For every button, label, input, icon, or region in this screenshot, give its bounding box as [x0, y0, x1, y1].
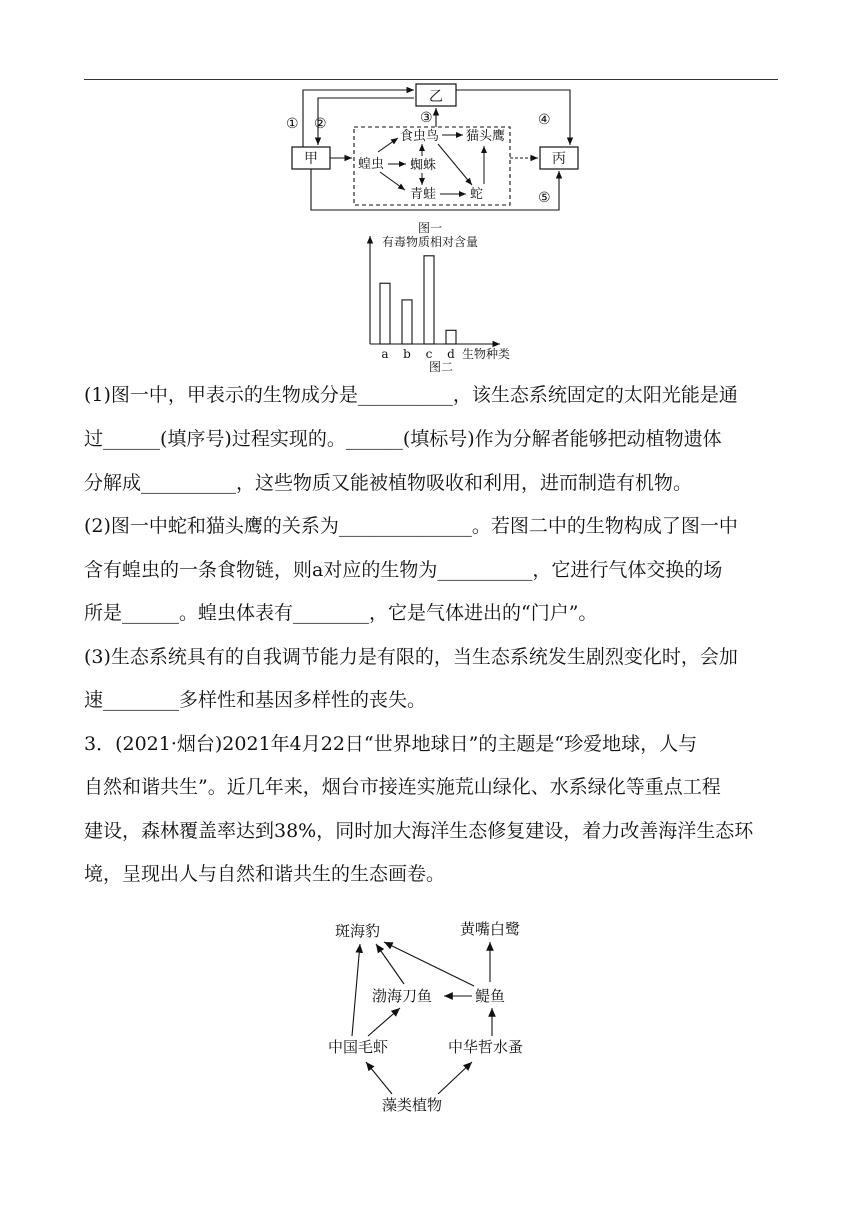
label-yi: 乙 [429, 89, 443, 105]
question-1-line-2: 过______(填序号)过程实现的。______(填标号)作为分解者能够把动植物遗体 [84, 428, 722, 450]
question-3-line-1: (3)生态系统具有的自我调节能力是有限的，当生态系统发生剧烈变化时，会加 [84, 646, 738, 668]
species-seal: 斑海豹 [335, 922, 381, 940]
process-label-1: ① [286, 116, 299, 132]
process-label-2: ② [314, 116, 327, 132]
arrow-bird-snake [438, 144, 472, 185]
x-axis-label: 生物种类 [462, 347, 511, 361]
species-owl: 猫头鹰 [466, 129, 506, 144]
y-axis-label: 有毒物质相对含量 [382, 235, 479, 249]
problem-3-line-4: 境，呈现出人与自然和谐共生的生态画卷。 [84, 863, 446, 885]
species-shrimp: 中国毛虾 [328, 1038, 389, 1056]
problem-3-line-1: 3．(2021·烟台)2021年4月22日“世界地球日”的主题是“珍爱地球，人与 [84, 733, 698, 755]
bar-a [380, 283, 390, 344]
species-egret: 黄嘴白鹭 [460, 920, 521, 938]
arrow-kl-seal [384, 942, 474, 986]
species-locust: 蝗虫 [358, 157, 385, 172]
species-copepod: 中华哲水蚤 [448, 1038, 524, 1056]
figure-2-bar-chart [0, 232, 860, 372]
species-kl: 鳀鱼 [475, 987, 506, 1005]
species-snake: 蛇 [470, 187, 484, 202]
bar-c [424, 256, 434, 344]
problem-3-line-2: 自然和谐共生”。近几年来，烟台市接连实施荒山绿化、水系绿化等重点工程 [84, 776, 721, 798]
figure-1-caption: 图一 [417, 221, 443, 235]
arrow-shrimp-seal [352, 944, 360, 1036]
question-1-line-1: (1)图一中，甲表示的生物成分是__________，该生态系统固定的太阳光能是通 [84, 384, 738, 406]
species-insect-bird: 食虫鸟 [400, 129, 440, 144]
question-2-line-2: 含有蝗虫的一条食物链，则a对应的生物为__________，它进行气体交换的场 [84, 559, 723, 581]
arrow-shrimp-anchovy [368, 1008, 400, 1036]
species-algae: 藻类植物 [382, 1096, 443, 1114]
tick-label-a: a [381, 347, 389, 361]
question-2-line-3: 所是______。蝗虫体表有________，它是气体进出的“门户”。 [84, 602, 598, 624]
species-anchovy: 渤海刀鱼 [372, 987, 433, 1005]
process-label-4: ④ [538, 112, 551, 128]
label-bing: 丙 [552, 151, 566, 167]
question-3-line-2: 速________多样性和基因多样性的丧失。 [84, 689, 427, 711]
species-frog: 青蛙 [410, 187, 437, 202]
problem-3-line-3: 建设，森林覆盖率达到38%，同时加大海洋生态修复建设，着力改善海洋生态环 [84, 820, 754, 842]
arrow-locust-frog [380, 172, 405, 190]
tick-label-b: b [403, 347, 411, 361]
bar-d [446, 330, 456, 344]
arrow-algae-shrimp [366, 1062, 392, 1094]
question-1-line-3: 分解成__________，这些物质又能被植物吸收和利用，进而制造有机物。 [84, 472, 693, 494]
tick-label-c: c [425, 347, 433, 361]
bar-b [402, 300, 412, 344]
tick-label-d: d [447, 347, 455, 361]
species-spider: 蜘蛛 [410, 158, 437, 173]
process-label-5: ⑤ [538, 190, 551, 206]
arrow-locust-bird [378, 138, 398, 152]
label-jia: 甲 [304, 151, 318, 167]
arrow-algae-copepod [438, 1062, 472, 1094]
figure-3-marine-food-web [0, 910, 860, 1120]
process-label-3: ③ [420, 110, 433, 126]
question-2-line-1: (2)图一中蛇和猫头鹰的关系为______________。若图二中的生物构成了图一中 [84, 515, 738, 537]
figure-2-caption: 图二 [428, 360, 454, 372]
